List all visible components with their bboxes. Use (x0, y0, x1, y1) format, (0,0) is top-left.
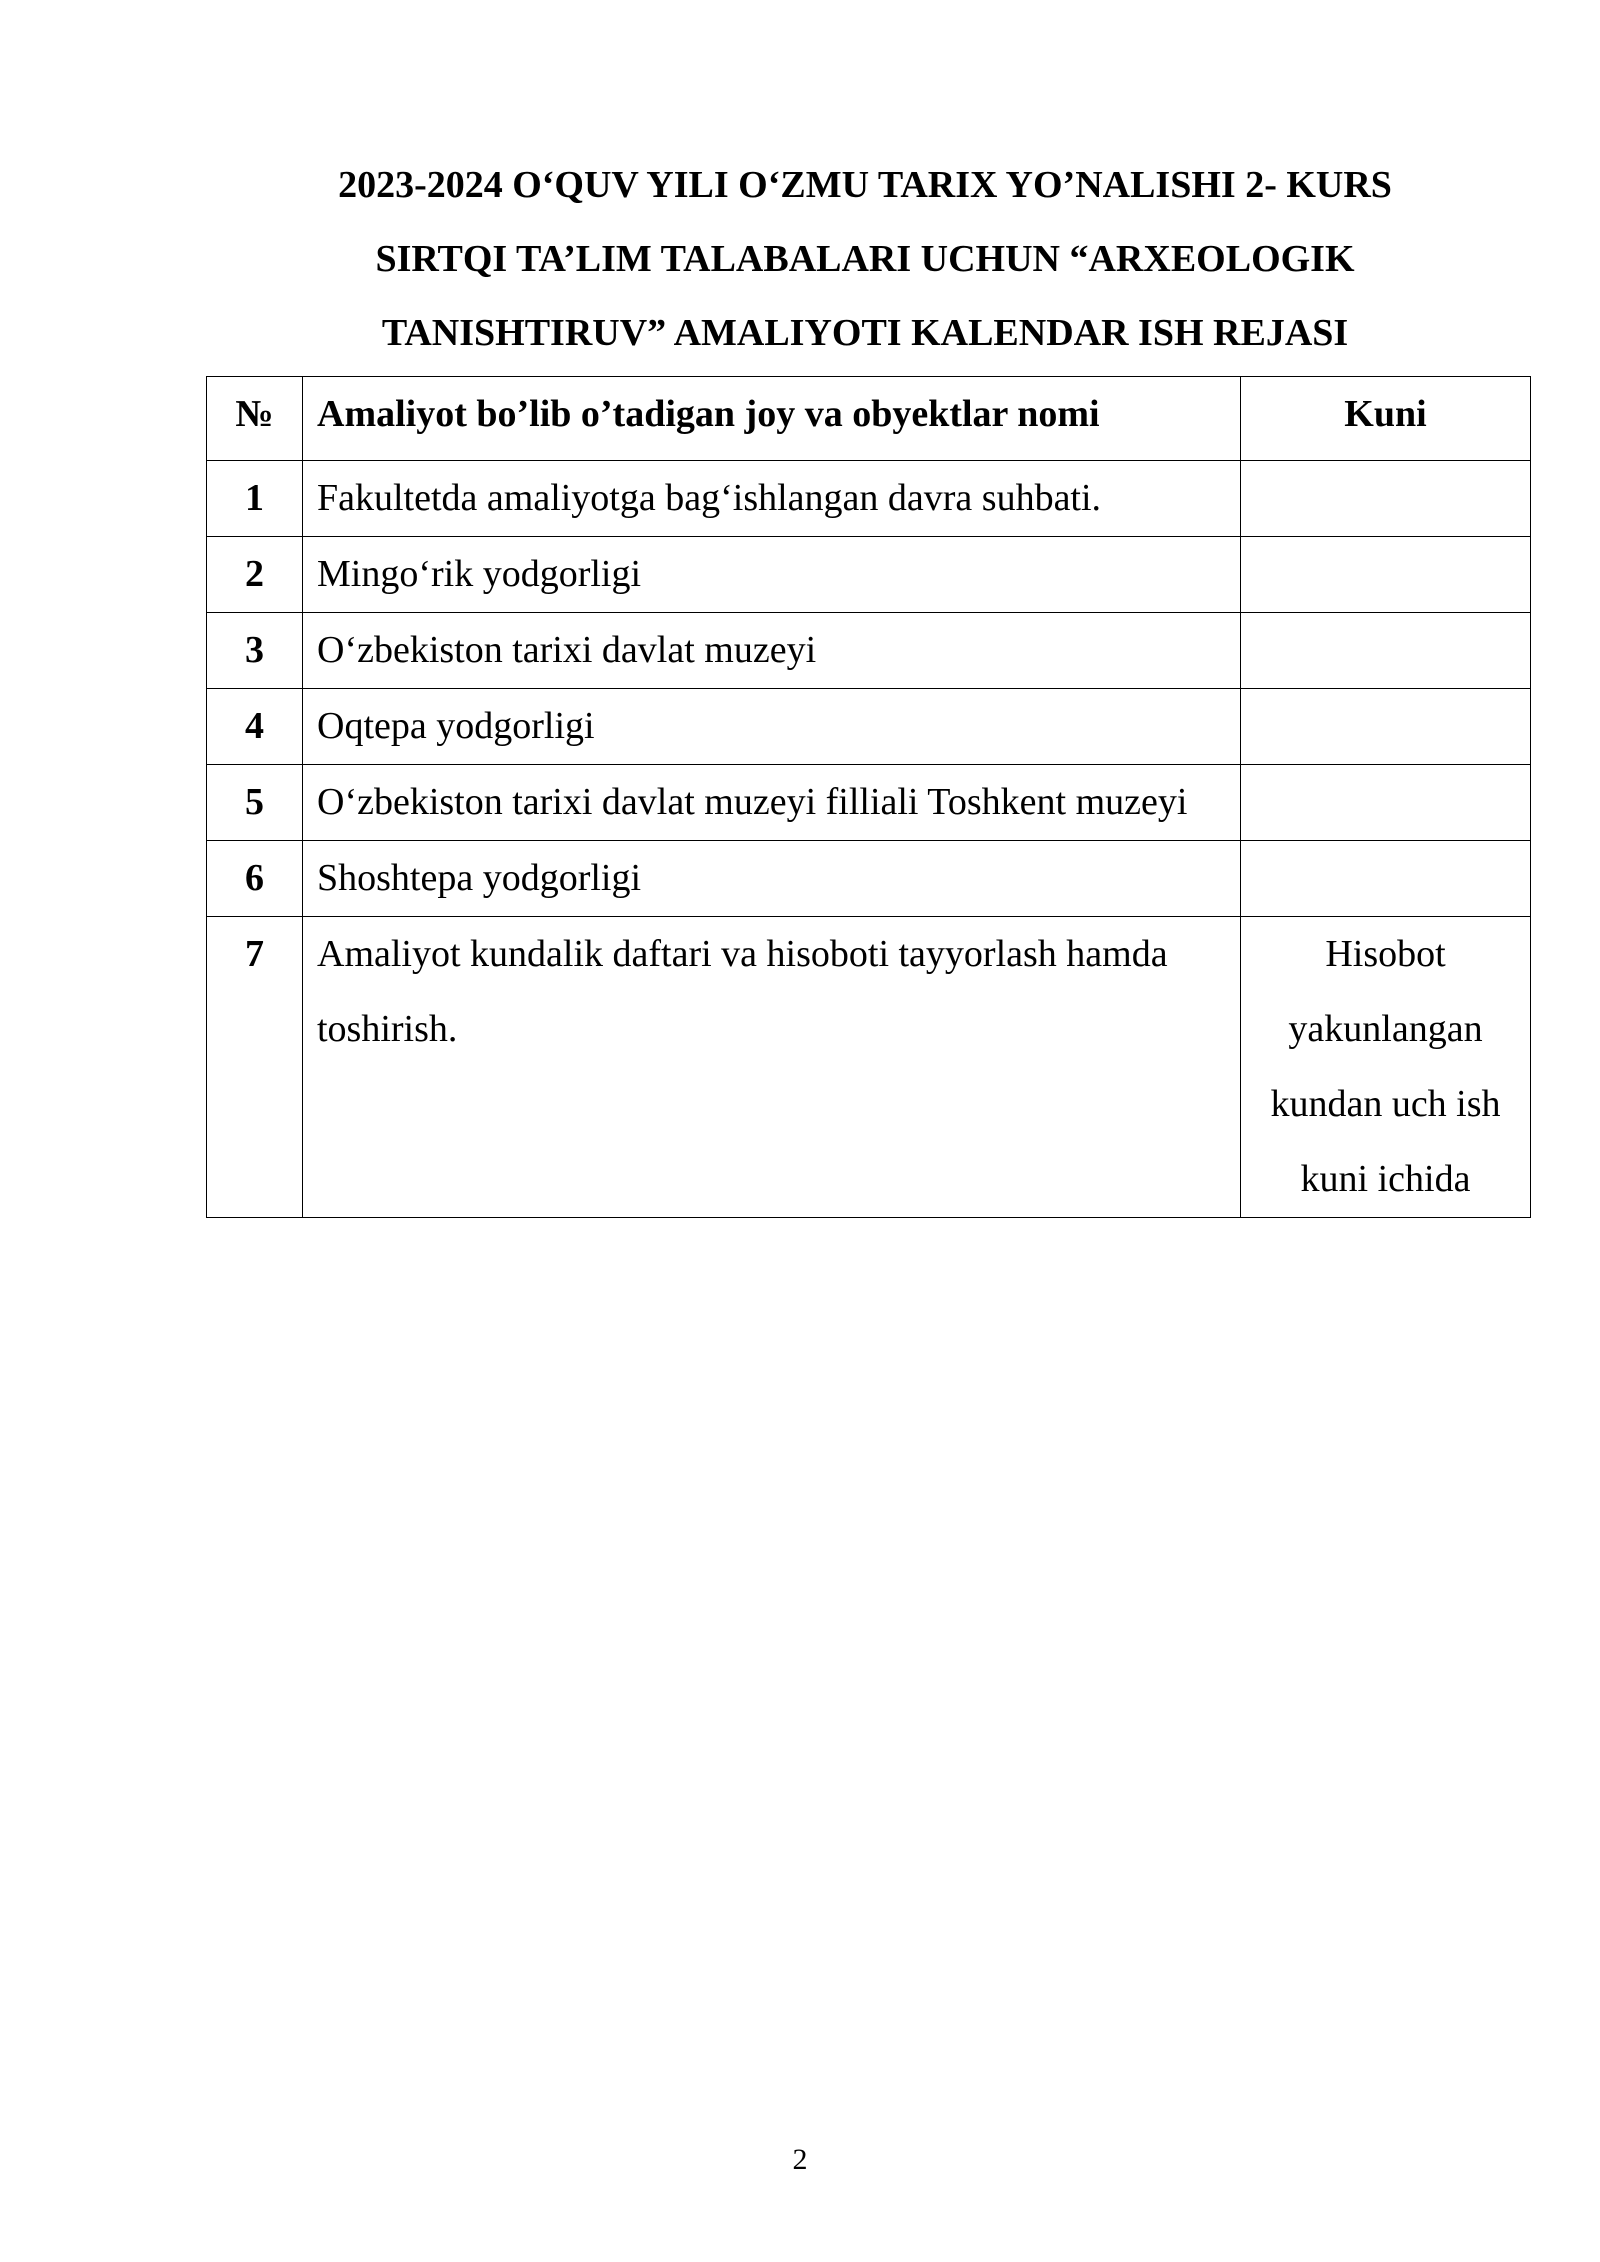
table-row (207, 765, 1531, 841)
row-number: 7 (207, 917, 303, 1218)
title-line-2: SIRTQI TA’LIM TALABALARI UCHUN “ARXEOLOGIK (375, 238, 1355, 280)
table-row (207, 917, 1531, 1218)
calendar-plan-table (206, 376, 1531, 1218)
document-title (200, 148, 1530, 370)
table-row (207, 841, 1531, 917)
table-row (207, 461, 1531, 537)
row-number: 1 (207, 461, 303, 537)
row-number: 6 (207, 841, 303, 917)
header-place-name: Amaliyot bo’lib o’tadigan joy va obyektlar nomi (303, 377, 1241, 461)
row-day (1241, 613, 1531, 689)
row-day (1241, 765, 1531, 841)
row-place-name: O‘zbekiston tarixi davlat muzeyi filliali Toshkent muzeyi (303, 765, 1241, 841)
row-day (1241, 537, 1531, 613)
row-day (1241, 689, 1531, 765)
row-number: 5 (207, 765, 303, 841)
header-number: № (207, 377, 303, 461)
row-number: 3 (207, 613, 303, 689)
row-number: 2 (207, 537, 303, 613)
table-row (207, 613, 1531, 689)
row-day (1241, 841, 1531, 917)
header-day: Kuni (1241, 377, 1531, 461)
row-place-name: Shoshtepa yodgorligi (303, 841, 1241, 917)
row-number: 4 (207, 689, 303, 765)
row-day: Hisobot yakunlangan kundan uch ish kuni ichida (1241, 917, 1531, 1218)
row-day (1241, 461, 1531, 537)
table-row (207, 689, 1531, 765)
title-line-3: TANISHTIRUV” AMALIYOTI KALENDAR ISH REJASI (381, 312, 1349, 354)
row-place-name: Amaliyot kundalik daftari va hisoboti tayyorlash hamda toshirish. (303, 917, 1241, 1218)
row-place-name: O‘zbekiston tarixi davlat muzeyi (303, 613, 1241, 689)
page-number: 2 (792, 2143, 808, 2176)
row-place-name: Oqtepa yodgorligi (303, 689, 1241, 765)
table-header-row (207, 377, 1531, 461)
table-row (207, 537, 1531, 613)
row-place-name: Fakultetda amaliyotga bag‘ishlangan davra suhbati. (303, 461, 1241, 537)
title-line-1: 2023-2024 O‘QUV YILI O‘ZMU TARIX YO’NALISHI 2- KURS (338, 164, 1392, 206)
row-place-name: Mingo‘rik yodgorligi (303, 537, 1241, 613)
